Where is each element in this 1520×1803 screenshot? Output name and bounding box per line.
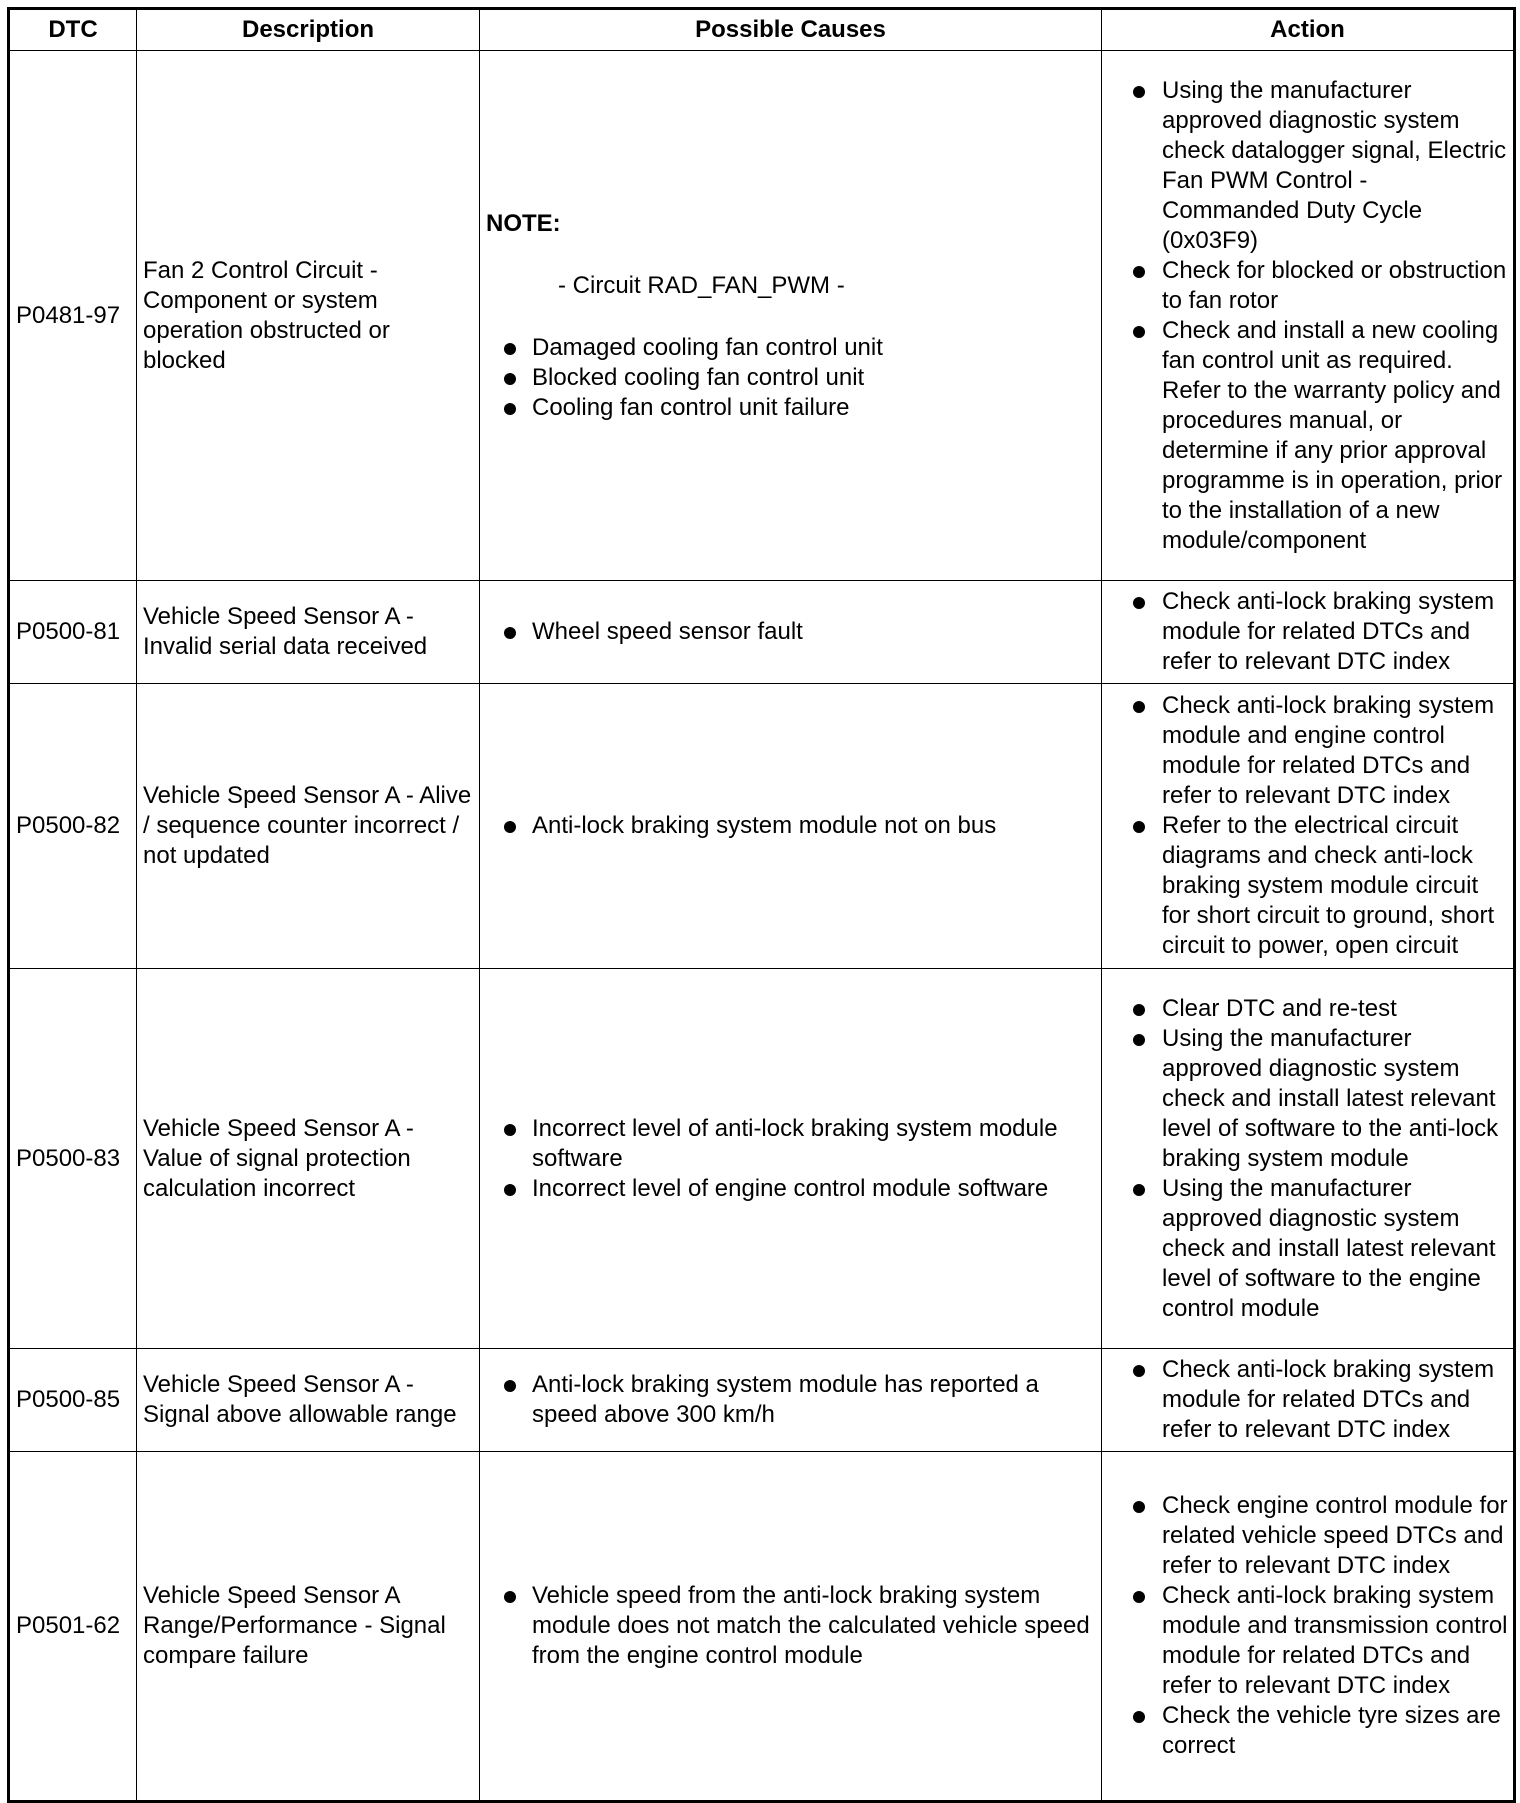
causes-list	[486, 1581, 1096, 1671]
circuit-note: - Circuit RAD_FAN_PWM -	[558, 271, 845, 299]
dtc-table	[7, 7, 1516, 1803]
actions	[1102, 1452, 1515, 1802]
header-row	[9, 9, 1515, 51]
causes-list	[486, 617, 1096, 647]
cause-item: Incorrect level of engine control module software	[486, 1174, 1096, 1204]
table-row	[9, 51, 1515, 581]
dtc-description: Vehicle Speed Sensor A - Value of signal protection calculation incorrect	[137, 969, 480, 1349]
action-item: Check the vehicle tyre sizes are correct	[1108, 1701, 1508, 1761]
table-row	[9, 969, 1515, 1349]
cause-item: Blocked cooling fan control unit	[486, 363, 1096, 393]
action-item: Using the manufacturer approved diagnostic system check and install latest relevant level of software to the anti-lock braking system module	[1108, 1024, 1508, 1174]
dtc-description: Vehicle Speed Sensor A - Alive / sequence counter incorrect / not updated	[137, 684, 480, 969]
action-item: Check anti-lock braking system module for related DTCs and refer to relevant DTC index	[1108, 587, 1508, 677]
dtc-description: Vehicle Speed Sensor A - Signal above allowable range	[137, 1349, 480, 1452]
dtc-description: Vehicle Speed Sensor A - Invalid serial data received	[137, 581, 480, 684]
table-row	[9, 684, 1515, 969]
actions	[1102, 684, 1515, 969]
header-action: Action	[1102, 9, 1515, 51]
action-item: Check for blocked or obstruction to fan rotor	[1108, 256, 1508, 316]
actions-list	[1108, 1491, 1508, 1761]
actions-list	[1108, 1355, 1508, 1445]
dtc-code: P0501-62	[9, 1452, 137, 1802]
dtc-description: Fan 2 Control Circuit - Component or system operation obstructed or blocked	[137, 51, 480, 581]
action-item: Check anti-lock braking system module and engine control module for related DTCs and refer to relevant DTC index	[1108, 691, 1508, 811]
possible-causes	[480, 581, 1102, 684]
action-item: Check anti-lock braking system module and transmission control module for related DTCs and refer to relevant DTC index	[1108, 1581, 1508, 1701]
causes-list	[486, 1370, 1096, 1430]
cause-item: Vehicle speed from the anti-lock braking system module does not match the calculated vehicle speed from the engine control module	[486, 1581, 1096, 1671]
dtc-description: Vehicle Speed Sensor A Range/Performance - Signal compare failure	[137, 1452, 480, 1802]
causes-list	[486, 1114, 1096, 1204]
possible-causes	[480, 1349, 1102, 1452]
table-row	[9, 1349, 1515, 1452]
action-item: Check and install a new cooling fan control unit as required. Refer to the warranty policy and procedures manual, or determine if any prior approval programme is in operation, prior to the installation of a new module/component	[1108, 316, 1508, 556]
cause-item: Cooling fan control unit failure	[486, 393, 1096, 423]
cause-item: Wheel speed sensor fault	[486, 617, 1096, 647]
action-item: Check anti-lock braking system module for related DTCs and refer to relevant DTC index	[1108, 1355, 1508, 1445]
action-item: Check engine control module for related vehicle speed DTCs and refer to relevant DTC index	[1108, 1491, 1508, 1581]
table-row	[9, 1452, 1515, 1802]
possible-causes	[480, 1452, 1102, 1802]
action-item: Clear DTC and re-test	[1108, 994, 1508, 1024]
cause-item: Anti-lock braking system module has reported a speed above 300 km/h	[486, 1370, 1096, 1430]
possible-causes	[480, 684, 1102, 969]
actions	[1102, 969, 1515, 1349]
actions	[1102, 581, 1515, 684]
dtc-code: P0500-82	[9, 684, 137, 969]
actions-list	[1108, 76, 1508, 556]
note-label: NOTE:	[486, 209, 561, 237]
cause-item: Incorrect level of anti-lock braking system module software	[486, 1114, 1096, 1174]
action-item: Using the manufacturer approved diagnostic system check and install latest relevant level of software to the engine control module	[1108, 1174, 1508, 1324]
causes-list	[486, 811, 1096, 841]
causes-list	[486, 333, 1096, 423]
cause-item: Anti-lock braking system module not on bus	[486, 811, 1096, 841]
actions-list	[1108, 587, 1508, 677]
action-item: Using the manufacturer approved diagnostic system check datalogger signal, Electric Fan PWM Control - Commanded Duty Cycle (0x03F9)	[1108, 76, 1508, 256]
dtc-code: P0500-83	[9, 969, 137, 1349]
possible-causes	[480, 969, 1102, 1349]
table-row	[9, 581, 1515, 684]
cause-item: Damaged cooling fan control unit	[486, 333, 1096, 363]
action-item: Refer to the electrical circuit diagrams and check anti-lock braking system module circuit for short circuit to ground, short circuit to power, open circuit	[1108, 811, 1508, 961]
actions	[1102, 1349, 1515, 1452]
dtc-code: P0500-81	[9, 581, 137, 684]
header-dtc: DTC	[9, 9, 137, 51]
actions-list	[1108, 691, 1508, 961]
actions-list	[1108, 994, 1508, 1324]
possible-causes	[480, 51, 1102, 581]
header-description: Description	[137, 9, 480, 51]
header-possible-causes: Possible Causes	[480, 9, 1102, 51]
dtc-code: P0500-85	[9, 1349, 137, 1452]
actions	[1102, 51, 1515, 581]
dtc-code: P0481-97	[9, 51, 137, 581]
